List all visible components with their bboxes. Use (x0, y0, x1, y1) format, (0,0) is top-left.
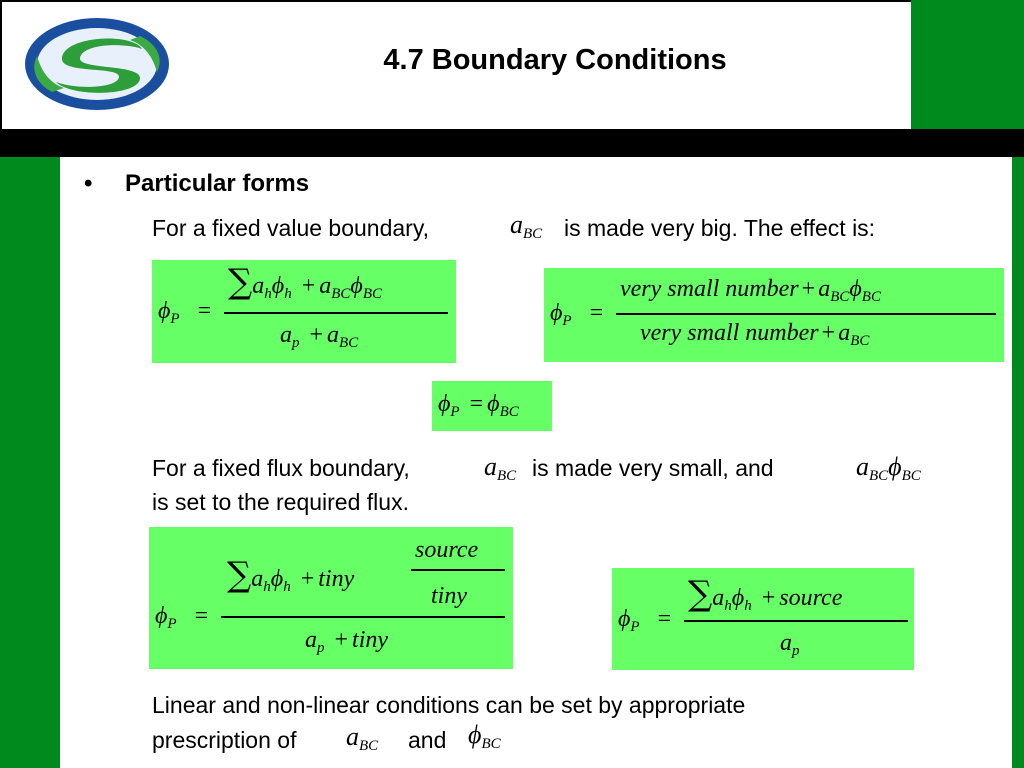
eq3-expression: $\phi_P = \phi_{BC}$ (438, 391, 519, 420)
eq4-lhs: $\phi_P$ = (155, 603, 209, 632)
eq2-lhs: $\phi_P$ = (550, 300, 604, 329)
eq4-source: source (415, 537, 479, 563)
fixed-flux-line2: is set to the required flux. (152, 489, 409, 515)
equation-box-flux-tiny (149, 527, 513, 669)
inline-a-bc-2: $a_{BC}$ (484, 452, 517, 484)
linear-line1: Linear and non-linear conditions can be set by appropriate (152, 692, 746, 718)
equation-box-flux-source (612, 568, 914, 670)
corner-green-block (911, 0, 1024, 129)
right-green-stripe (1012, 157, 1024, 768)
eq2-numerator: very small number + $a_{BC}\phi_{BC}$ (620, 276, 881, 305)
eq5-denominator: $a_p$ (780, 630, 800, 659)
eq1-denominator: $a_p + a_{BC}$ (280, 322, 359, 351)
fixed-value-tail: is made very big. The effect is: (564, 215, 876, 241)
eq2-denominator: very small number + $a_{BC}$ (640, 320, 870, 349)
eq5-fraction-bar (684, 620, 908, 622)
eq4-numerator-sum: $\sum a_h\phi_h$ + tiny (227, 555, 355, 595)
inline-a-bc-3: $a_{BC}$ (346, 722, 379, 754)
logo-icon (22, 14, 172, 114)
linear-line2-and: and (408, 727, 447, 753)
equation-box-big-coefficient (544, 268, 1004, 362)
eq5-lhs: $\phi_P$ = (618, 606, 672, 635)
inline-a-bc-1: $a_{BC}$ (510, 210, 543, 242)
page-title: 4.7 Boundary Conditions (383, 44, 727, 76)
fixed-flux-mid: is made very small, and (532, 455, 774, 481)
bullet-marker: • (84, 170, 93, 197)
eq2-fraction-bar (616, 313, 996, 315)
inline-phi-bc: $\phi_{BC}$ (468, 720, 501, 752)
inline-a-bc-phi-bc: $a_{BC}\phi_{BC}$ (856, 452, 921, 484)
header-divider-bar (0, 129, 1024, 157)
header-top-border (0, 0, 911, 2)
eq5-numerator: $\sum a_h\phi_h$ + source (688, 574, 843, 614)
eq1-lhs: $\phi_P$ = (158, 298, 212, 327)
eq1-fraction-bar (224, 312, 448, 314)
fixed-value-intro: For a fixed value boundary, (152, 215, 430, 241)
section-heading: Particular forms (125, 170, 310, 197)
linear-line2-pre: prescription of (152, 727, 297, 753)
eq4-fraction-bar (221, 616, 505, 618)
equation-box-general (152, 260, 456, 363)
eq1-numerator: $\sum a_h\phi_h + a_{BC}\phi_{BC}$ (228, 262, 383, 302)
left-green-stripe (0, 157, 60, 768)
eq4-inner-tiny: tiny (431, 583, 467, 609)
header-left-border (0, 0, 2, 129)
equation-box-result (432, 381, 552, 431)
eq4-denominator: $a_p$ + tiny (305, 627, 389, 656)
eq4-inner-fraction-bar (411, 569, 505, 571)
fixed-flux-intro: For a fixed flux boundary, (152, 455, 410, 481)
